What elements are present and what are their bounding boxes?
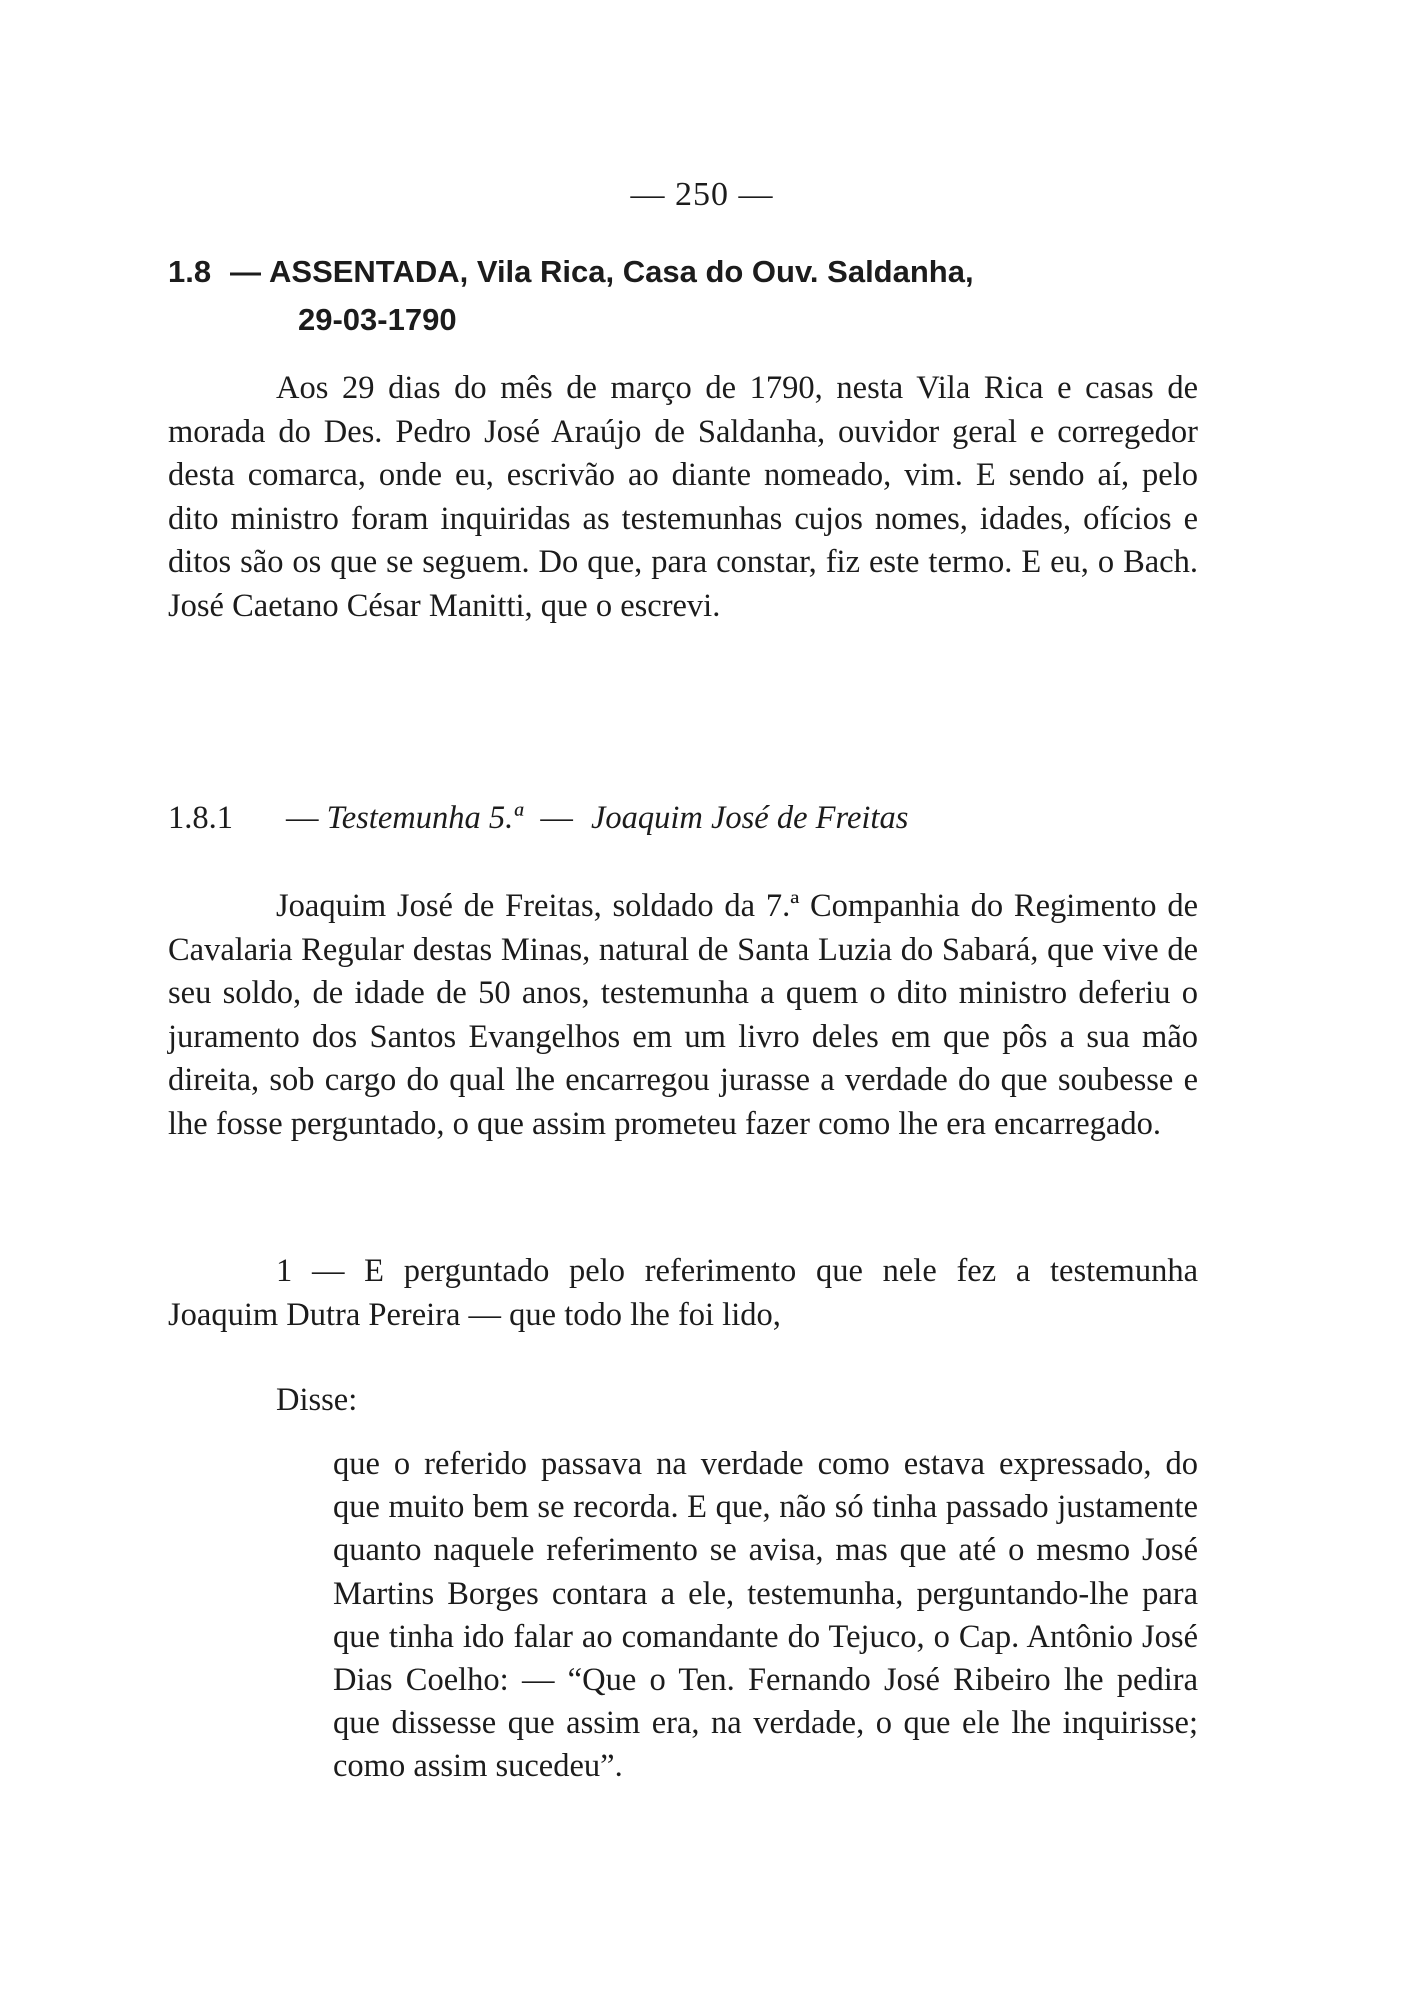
subsection-number: 1.8.1 <box>168 800 233 836</box>
section-number: 1.8 <box>168 254 212 289</box>
subsection-heading <box>168 796 1198 840</box>
section-heading <box>168 248 1198 344</box>
answer-1-block: que o referido passava na verdade como estava expressado, do que muito bem se recorda. E que, não só tinha passado justamente quanto naquele referimento se avisa, mas que até o mesmo José Martins Borges contara a ele, testemunha, perguntando-lhe para que tinha ido falar ao comandante do Tejuco, o Cap. Antônio José Dias Coelho: — “Que o Ten. Fernando José Ribeiro lhe pedira que dissesse que assim era, na verdade, o que ele lhe inquirisse; como assim sucedeu”. <box>333 1446 1198 1785</box>
section-title-line1: ASSENTADA, Vila Rica, Casa do Ouv. Saldanha, <box>269 254 974 289</box>
section-title-line2: 29-03-1790 <box>298 302 457 337</box>
subsection-witness-name: Joaquim José de Freitas <box>590 800 909 836</box>
subsection-title: Testemunha 5.ª <box>326 800 523 836</box>
subsection-dash: — <box>286 800 319 836</box>
question-1-paragraph: 1 — E perguntado pelo referimento que nele fez a testemunha Joaquim Dutra Pereira — que todo lhe foi lido, <box>168 1253 1198 1333</box>
intro-paragraph: Aos 29 dias do mês de março de 1790, nesta Vila Rica e casas de morada do Des. Pedro José Araújo de Saldanha, ouvidor geral e corregedor desta comarca, onde eu, escrivão ao diante nomeado, vim. E sendo aí, pelo dito ministro foram inquiridas as testemunhas cujos nomes, idades, ofícios e ditos são os que se seguem. Do que, para constar, fiz este termo. E eu, o Bach. José Caetano César Manitti, que o escrevi. <box>168 370 1198 624</box>
page-number: — 250 — <box>630 176 774 213</box>
section-dash: — <box>230 254 261 289</box>
witness-intro-paragraph: Joaquim José de Freitas, soldado da 7.ª Companhia do Regimento de Cavalaria Regular destas Minas, natural de Santa Luzia do Sabará, que vive de seu soldo, de idade de 50 anos, testemunha a quem o dito ministro deferiu o juramento dos Santos Evangelhos em um livro deles em que pôs a sua mão direita, sob cargo do qual lhe encarregou jurasse a verdade do que soubesse e lhe fosse perguntado, o que assim prometeu fazer como lhe era encarregado. <box>168 888 1198 1142</box>
subsection-dash-2: — <box>540 800 573 836</box>
disse-label: Disse: <box>276 1382 358 1418</box>
